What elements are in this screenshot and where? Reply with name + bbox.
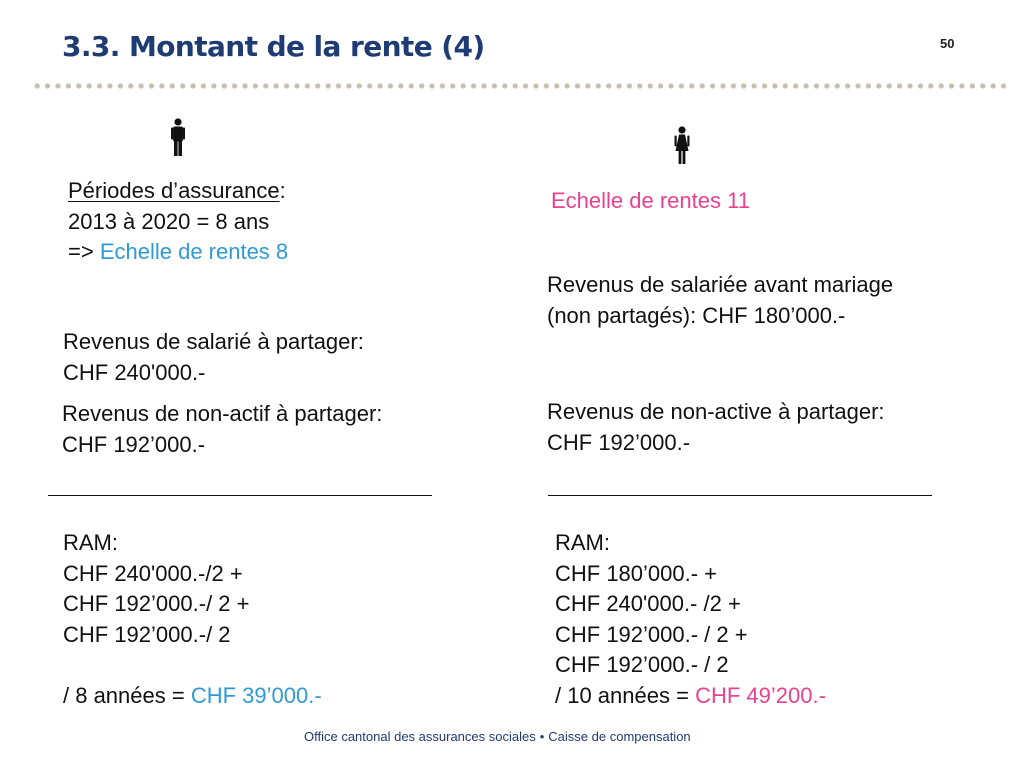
left-ram-result-value: CHF 39’000.- xyxy=(190,682,322,708)
insurance-periods-years: 2013 à 2020 = 8 ans xyxy=(68,208,270,234)
footer xyxy=(304,729,691,744)
left-ram-line: CHF 192’000.-/ 2 xyxy=(63,621,231,647)
right-ram-result-value: CHF 49’200.- xyxy=(695,682,826,708)
right-pension-scale: Echelle de rentes 11 xyxy=(551,188,750,213)
right-separator-line xyxy=(548,495,932,496)
left-ram-calculation xyxy=(63,528,322,711)
left-ram-result xyxy=(63,681,322,712)
employee-income-label: Revenus de salarié à partager: xyxy=(63,329,364,354)
left-ram-line: CHF 240'000.-/2 + xyxy=(63,560,243,586)
right-ram-calculation xyxy=(555,528,826,711)
insurance-periods-colon: : xyxy=(279,178,286,203)
insurance-periods-label: Périodes d’assurance xyxy=(68,178,280,203)
right-ram-line: CHF 192’000.- / 2 + xyxy=(555,621,748,647)
left-pension-scale-line xyxy=(68,237,288,268)
right-ram-line: CHF 180’000.- + xyxy=(555,560,718,586)
right-ram-line: CHF 240'000.- /2 + xyxy=(555,591,741,616)
left-separator-line xyxy=(48,495,432,496)
footer-office: Office cantonal des assurances sociales xyxy=(304,729,536,744)
left-ram-label: RAM: xyxy=(63,530,118,555)
employee-income-block xyxy=(63,327,364,388)
right-ram-label: RAM: xyxy=(555,530,610,555)
page-number: 50 xyxy=(940,36,955,51)
right-nonactive-income-label: Revenus de non-active à partager: xyxy=(547,399,885,424)
right-ram-result xyxy=(555,681,826,712)
footer-fund: Caisse de compensation xyxy=(548,729,691,744)
insurance-periods-block xyxy=(68,176,288,268)
left-scale-arrow: => xyxy=(68,239,100,264)
left-ram-result-prefix: / 8 années = xyxy=(63,682,191,708)
left-pension-scale: Echelle de rentes 8 xyxy=(99,239,289,264)
employee-income-amount: CHF 240'000.- xyxy=(63,359,206,385)
income-before-marriage-label: Revenus de salariée avant mariage xyxy=(547,272,894,297)
right-ram-result-prefix: / 10 années = xyxy=(555,682,696,708)
income-before-marriage-block xyxy=(547,270,893,331)
insurance-periods-heading xyxy=(68,176,288,207)
footer-separator: • xyxy=(539,729,545,744)
left-nonactive-income-amount: CHF 192’000.- xyxy=(62,431,206,457)
left-ram-spacer xyxy=(63,650,322,681)
income-before-marriage-amount: (non partagés): CHF 180’000.- xyxy=(547,302,846,328)
male-person-icon xyxy=(171,118,185,156)
left-ram-line: CHF 192’000.-/ 2 + xyxy=(63,591,250,616)
left-nonactive-income-block xyxy=(62,399,382,460)
dotted-divider xyxy=(32,83,1010,89)
right-nonactive-income-block xyxy=(547,397,885,458)
left-nonactive-income-label: Revenus de non-actif à partager: xyxy=(62,401,383,426)
page-title: 3.3. Montant de la rente (4) xyxy=(62,30,485,63)
right-ram-line: CHF 192’000.- / 2 xyxy=(555,652,729,677)
right-nonactive-income-amount: CHF 192’000.- xyxy=(547,429,691,455)
female-person-icon xyxy=(674,126,690,164)
